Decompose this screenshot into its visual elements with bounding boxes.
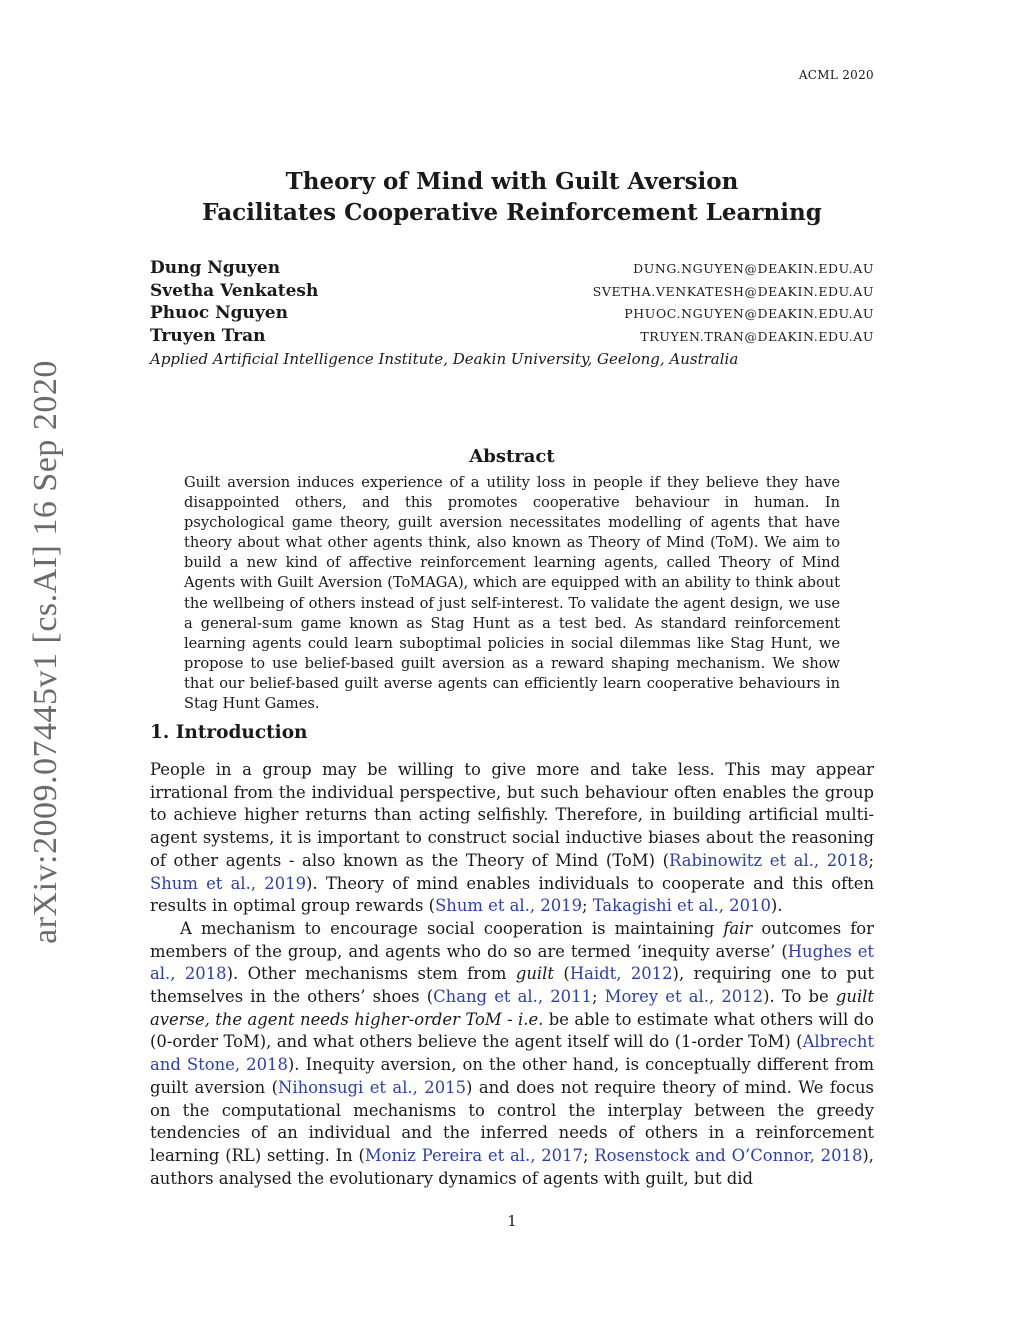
citation-link[interactable]: Shum et al., 2019 — [435, 896, 583, 916]
citation-link[interactable]: Chang et al., 2011 — [433, 987, 592, 1007]
author-row — [150, 258, 874, 281]
citation-link[interactable]: Rosenstock and O’Connor, 2018 — [594, 1145, 863, 1165]
paper-title — [0, 166, 1024, 228]
paragraph — [150, 759, 874, 918]
author-block — [150, 258, 874, 368]
emphasis: guilt — [515, 964, 554, 984]
text-run: ) and does not require theory of mind. We focus on the computational mechanisms to control the interplay between the greedy tendencies of an individual and the inferred needs of others in a reinforcement learning (RL) setting. In ( — [150, 1077, 874, 1165]
author-row — [150, 326, 874, 349]
author-email: PHUOC.NGUYEN@DEAKIN.EDU.AU — [624, 306, 874, 321]
citation-link[interactable]: Albrecht and Stone, 2018 — [150, 1032, 874, 1075]
author-email: TRUYEN.TRAN@DEAKIN.EDU.AU — [640, 328, 874, 344]
author-email: DUNG.NGUYEN@DEAKIN.EDU.AU — [633, 261, 874, 276]
citation-link[interactable]: Haidt, 2012 — [569, 964, 673, 984]
abstract-text: Guilt aversion induces experience of a utility loss in people if they believe they have disappointed others, and this promotes cooperative behaviour in human. In psychological game theory, guilt aversion necessitates modelling of agents that have theory about what other agents think, also known as Theory of Mind (ToM). We aim to build a new kind of affective reinforcement learning agents, called Theory of Mind Agents with Guilt Aversion (ToMAGA), which are equipped with an ability to think about the wellbeing of others instead of just self-interest. To validate the agent design, we use a general-sum game known as Stag Hunt as a test bed. As standard reinforcement learning agents could learn suboptimal policies in social dilemmas like Stag Hunt, we propose to use belief-based guilt aversion as a reward shaping mechanism. We show that our belief-based guilt averse agents can efficiently learn cooperative behaviours in Stag Hunt Games. — [184, 474, 840, 713]
text-run: ; — [582, 896, 593, 916]
citation-link[interactable]: Rabinowitz et al., 2018 — [669, 850, 869, 870]
section-heading-introduction: 1. Introduction — [150, 722, 308, 743]
text-run: ). — [770, 896, 783, 916]
text-run: People in a group may be willing to give more and take less. This may appear irrational from the individual perspective, but such behaviour often enables the group to achieve higher returns than acting selfishly. Therefore, in building artificial multi-agent systems, it is important to construct social inductive biases about the reasoning of other agents - also known as the Theory of Mind (ToM) ( — [150, 760, 874, 870]
emphasis: guilt averse, the agent needs higher-order ToM - i.e. — [150, 987, 875, 1029]
author-row — [150, 281, 874, 304]
text-run: ; — [868, 850, 874, 870]
author-name: Dung Nguyen — [150, 258, 281, 278]
introduction-body — [150, 759, 874, 1190]
text-run: ; — [591, 987, 605, 1007]
citation-link[interactable]: Nihonsugi et al., 2015 — [278, 1077, 466, 1097]
citation-link[interactable]: Moniz Pereira et al., 2017 — [364, 1145, 583, 1165]
text-run: ), authors analysed the evolutionary dynamics of agents with guilt, but did — [150, 1145, 874, 1188]
text-run: ( — [553, 964, 570, 984]
author-name: Svetha Venkatesh — [150, 280, 319, 301]
text-run: ). Other mechanisms stem from — [226, 964, 516, 984]
author-row — [150, 303, 874, 326]
text-run: ). Theory of mind enables individuals to cooperate and this often results in optimal group rewards ( — [150, 873, 875, 916]
text-run: A mechanism to encourage social cooperation is maintaining — [180, 918, 724, 938]
text-run: outcomes for members of the group, and agents who do so are termed ‘inequity averse’ ( — [150, 918, 874, 961]
title-line-1: Theory of Mind with Guilt Aversion — [285, 168, 739, 195]
text-run: ). To be — [763, 987, 836, 1007]
citation-link[interactable]: Hughes et al., 2018 — [150, 941, 874, 984]
text-run: ). Inequity aversion, on the other hand, is conceptually different from guilt aversion ( — [150, 1055, 874, 1097]
abstract-heading: Abstract — [469, 446, 555, 467]
author-email: SVETHA.VENKATESH@DEAKIN.EDU.AU — [592, 283, 874, 299]
author-name: Phuoc Nguyen — [150, 303, 288, 323]
text-run: ), requiring one to put themselves in the others’ shoes ( — [150, 964, 874, 1007]
title-line-2: Facilitates Cooperative Reinforcement Learning — [202, 199, 822, 226]
paragraph — [150, 918, 874, 1190]
text-run: be able to estimate what others will do (0-order ToM), and what others believe the agent itself will do (1-order ToM) ( — [150, 1009, 875, 1052]
citation-link[interactable]: Takagishi et al., 2010 — [592, 896, 771, 916]
arxiv-identifier: arXiv:2009.07445v1 [cs.AI] 16 Sep 2020 — [27, 360, 64, 944]
citation-link[interactable]: Shum et al., 2019 — [150, 873, 306, 893]
author-name: Truyen Tran — [150, 325, 266, 346]
page-number: 1 — [507, 1212, 517, 1230]
affiliation: Applied Artificial Intelligence Institute, Deakin University, Geelong, Australia — [150, 350, 739, 368]
emphasis: fair — [723, 918, 753, 938]
venue-label: ACML 2020 — [798, 68, 874, 82]
citation-link[interactable]: Morey et al., 2012 — [604, 987, 764, 1007]
text-run: ; — [582, 1145, 595, 1165]
